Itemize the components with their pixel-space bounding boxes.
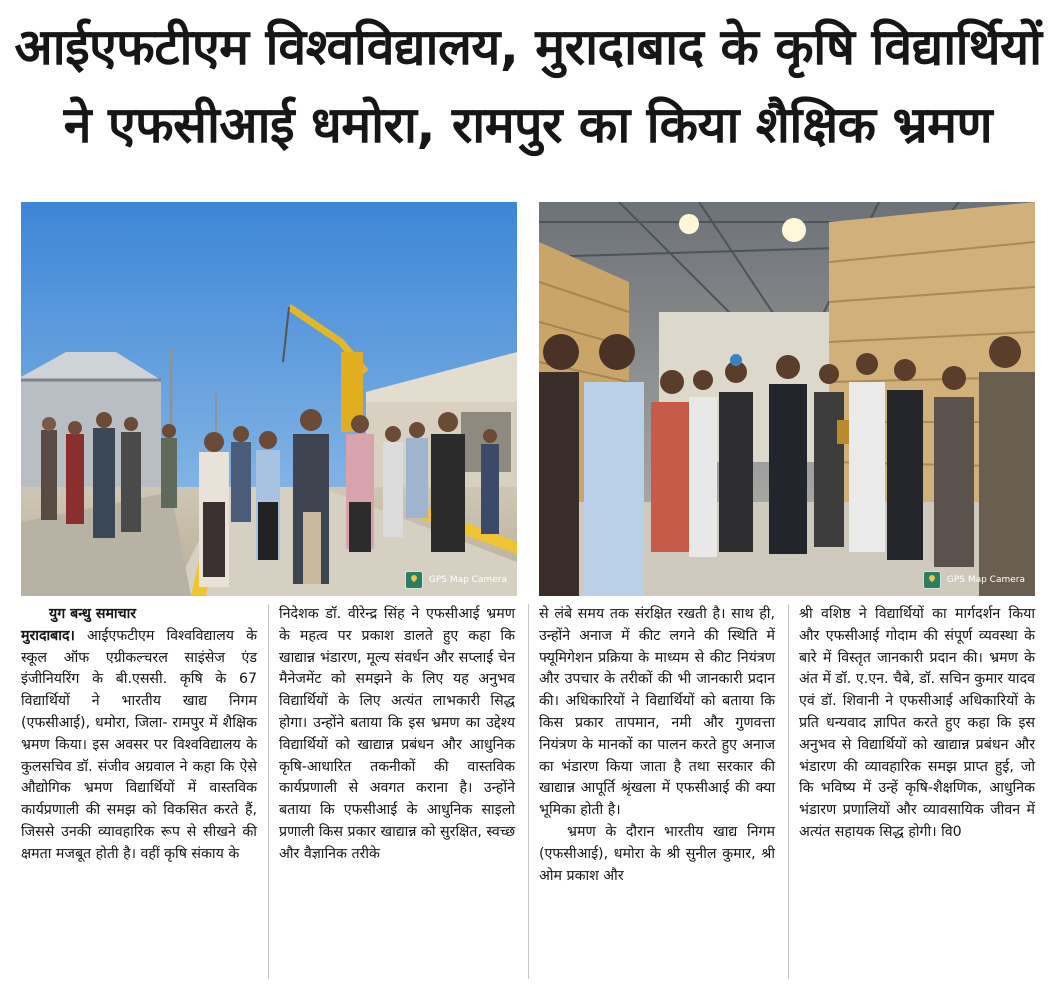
watermark-label: GPS Map Camera <box>428 575 507 585</box>
article-column-2 <box>279 604 515 866</box>
headline-line-1: आईएफटीएम विश्वविद्यालय, मुरादाबाद के कृषि विद्यार्थियों <box>14 18 1042 76</box>
headline <box>10 8 1046 164</box>
dateline: मुरादाबाद। <box>21 627 75 644</box>
map-pin-icon <box>923 571 941 589</box>
column-4-text: श्री वशिष्ठ ने विद्यार्थियों का मार्गदर्शन किया और एफसीआई गोदाम की संपूर्ण व्यवस्था के बारे में विस्तृत जानकारी प्रदान की। भ्रमण के अंत में डॉ. ए.एन. चैबे, डॉ. सचिन कुमार यादव एवं डॉ. शिवानी ने एफसीआई अधिकारियों के प्रति धन्यवाद ज्ञापित करते हुए कहा कि इस अनुभव से विद्यार्थियों को खाद्यान्न प्रबंधन और भंडारण की व्यावहारिक समझ प्राप्त हुई, जो कि भविष्य में उन्हें कृषि-शैक्षणिक, आधुनिक भंडारण प्रणालियों और व्यावसायिक जीवन में अत्यंत सहायक सिद्ध होगी। वि0 <box>799 606 1035 840</box>
photo-students-at-silo <box>21 202 517 596</box>
map-pin-icon <box>405 571 423 589</box>
column-3-paragraph-2: भ्रमण के दौरान भारतीय खाद्य निगम (एफसीआई), धमोरा के श्री सुनील कुमार, श्री ओम प्रकाश और <box>539 823 775 884</box>
silo-scene-image <box>21 202 517 596</box>
article-column-4 <box>799 604 1035 844</box>
column-divider <box>268 604 269 979</box>
photo-warehouse-visit <box>539 202 1035 596</box>
gps-map-camera-watermark-right <box>923 571 1025 589</box>
column-1-text: आईएफटीएम विश्वविद्यालय के स्कूल ऑफ एग्रीकल्चरल साइंसेज एंड इंजीनियरिंग के बी.एससी. कृषि के 67 विद्यार्थियों ने भारतीय खाद्य निगम (एफसीआई), धमोरा, जिला- रामपुर में शैक्षिक भ्रमण किया। इस अवसर पर विश्वविद्यालय के कुलसचिव डॉ. संजीव अग्रवाल ने कहा कि ऐसे औद्योगिक भ्रमण विद्यार्थियों में वास्तविक कार्यप्रणाली की समझ को विकसित करते हैं, जिससे उनकी व्यावहारिक रूप से सीखने की क्षमता मजबूत होती है। वहीं कृषि संकाय के <box>21 627 257 862</box>
news-source: युग बन्धु समाचार <box>49 606 137 622</box>
column-2-text: निदेशक डॉ. वीरेन्द्र सिंह ने एफसीआई भ्रमण के महत्व पर प्रकाश डालते हुए कहा कि खाद्यान्न भंडारण, मूल्य संवर्धन और सप्लाई चेन मैनेजमेंट को समझने के लिए यह अनुभव विद्यार्थियों के लिए अत्यंत लाभकारी सिद्ध होगा। उन्होंने बताया कि इस भ्रमण का उद्देश्य विद्यार्थियों को खाद्यान्न प्रबंधन और आधुनिक कृषि-आधारित तकनीकों की वास्तविक कार्यप्रणाली से अवगत कराना है। उन्होंने बताया कि एफसीआई के आधुनिक साइलो प्रणाली किस प्रकार खाद्यान्न को सुरक्षित, स्वच्छ और वैज्ञानिक तरीके <box>279 606 515 862</box>
article-column-1 <box>21 604 257 866</box>
gps-map-camera-watermark-left <box>405 571 507 589</box>
article-column-3 <box>539 604 775 887</box>
column-divider <box>528 604 529 979</box>
column-3-text: से लंबे समय तक संरक्षित रखती है। साथ ही, उन्होंने अनाज में कीट लगने की स्थिति में फ्यूमिगेशन प्रक्रिया के माध्यम से कीट नियंत्रण और उपचार के तरीकों की भी जानकारी प्रदान की। अधिकारियों ने विद्यार्थियों को बताया कि किस प्रकार तापमान, नमी और गुणवत्ता नियंत्रण के मानकों का पालन करते हुए अनाज का भंडारण किया जाता है तथा सरकार की खाद्यान्न आपूर्ति श्रृंखला में एफसीआई की क्या भूमिका होती है। <box>539 606 775 819</box>
watermark-label: GPS Map Camera <box>946 575 1025 585</box>
headline-line-2: ने एफसीआई धमोरा, रामपुर का किया शैक्षिक भ्रमण <box>63 96 993 154</box>
column-divider <box>788 604 789 979</box>
warehouse-scene-image <box>539 202 1035 596</box>
